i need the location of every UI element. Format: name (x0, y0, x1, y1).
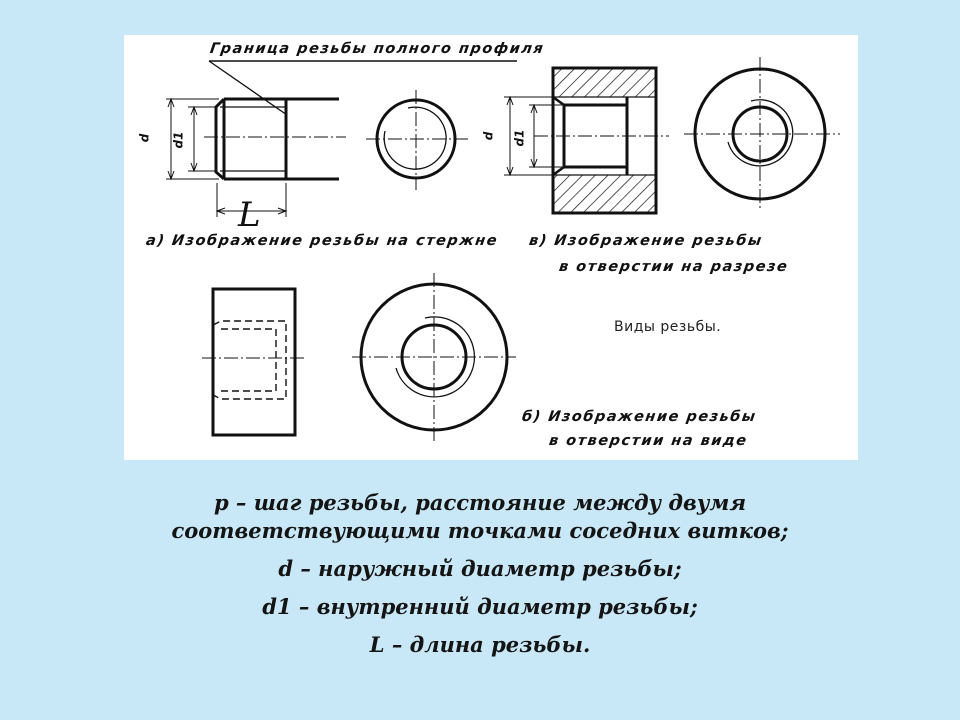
caption-b-line2: в отверстии на виде (547, 433, 749, 449)
caption-b-line1: б) Изображение резьбы (520, 409, 758, 425)
dim-L-label: L (238, 195, 261, 235)
figure-caption: Виды резьбы. (614, 319, 722, 335)
legend-line-p-cont: соответствующими точками соседних витков; (171, 518, 789, 543)
legend-line-p: p – шаг резьбы, расстояние между двумя (213, 490, 747, 515)
hatch-top (553, 68, 656, 97)
thread-drawing (124, 35, 858, 460)
hole-view-end-view (352, 273, 516, 443)
legend-line-L: L – длина резьбы. (369, 632, 591, 657)
dim-v-d1-label: d1 (512, 129, 527, 147)
dim-v-d-label: d (481, 131, 496, 141)
hidden-thread-outer (213, 321, 286, 399)
rod-end-view (366, 90, 469, 190)
hatch-bottom (553, 175, 656, 213)
caption-v-line1: в) Изображение резьбы (527, 233, 764, 249)
hole-section-view (504, 68, 669, 213)
dim-d1-label: d1 (171, 131, 186, 149)
caption-a: а) Изображение резьбы на стержне (144, 233, 500, 249)
hole-outside-view (202, 289, 304, 435)
hole-part-outline (213, 289, 295, 435)
dim-d-label: d (137, 133, 152, 143)
caption-v-line2: в отверстии на разрезе (557, 259, 790, 275)
legend-text (0, 489, 960, 659)
legend-line-d: d – наружный диаметр резьбы; (278, 556, 682, 581)
hole-section-end-view (684, 57, 840, 211)
rod-end-thread-arc (384, 107, 446, 169)
bore-chamfer-bottom (553, 167, 564, 175)
boundary-label: Граница резьбы полного профиля (208, 41, 546, 57)
legend-line-d1: d1 – внутренний диаметр резьбы; (262, 594, 698, 619)
bore-chamfer-top (553, 97, 564, 105)
